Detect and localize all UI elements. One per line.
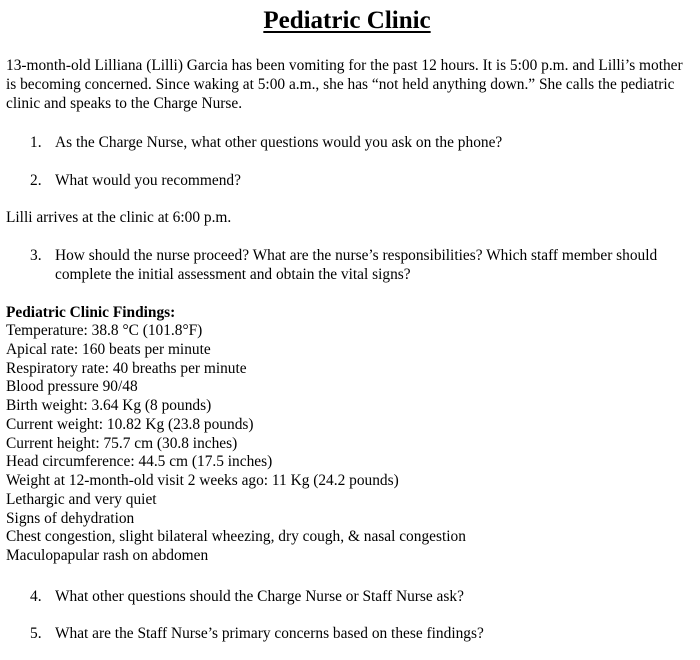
question-text: How should the nurse proceed? What are the nurse’s responsibilities? Which staff member should complete the initial assessment and obtain the vital signs? <box>55 247 658 283</box>
question-text: As the Charge Nurse, what other questions would you ask on the phone? <box>55 134 503 151</box>
finding-current-weight: Current weight: 10.82 Kg (23.8 pounds) <box>6 415 254 433</box>
finding-lethargy: Lethargic and very quiet <box>6 490 157 508</box>
question-1 <box>30 133 680 152</box>
findings-list <box>6 322 466 566</box>
document-title: Pediatric Clinic <box>263 7 431 34</box>
findings-heading: Pediatric Clinic Findings: <box>6 304 176 321</box>
arrival-text: Lilli arrives at the clinic at 6:00 p.m. <box>6 209 232 226</box>
question-text: What are the Staff Nurse’s primary concerns based on these findings? <box>55 625 484 642</box>
question-4 <box>30 587 680 606</box>
finding-apical-rate: Apical rate: 160 beats per minute <box>6 340 211 358</box>
question-number: 2. <box>30 172 42 189</box>
finding-respiratory-rate: Respiratory rate: 40 breaths per minute <box>6 359 247 377</box>
finding-birth-weight: Birth weight: 3.64 Kg (8 pounds) <box>6 397 212 414</box>
finding-respiratory-symptoms: Chest congestion, slight bilateral wheezing, dry cough, & nasal congestion <box>6 528 466 546</box>
finding-blood-pressure: Blood pressure 90/48 <box>6 378 138 396</box>
finding-current-height: Current height: 75.7 cm (30.8 inches) <box>6 434 238 452</box>
finding-temperature: Temperature: 38.8 °C (101.8°F) <box>6 322 203 339</box>
intro-paragraph: 13-month-old Lilliana (Lilli) Garcia has been vomiting for the past 12 hours. It is 5:00 p.m. and Lilli’s mother is becoming concerned. Since waking at 5:00 a.m., she has “not held anything down.” She calls the pediatric clinic and speaks to the Charge Nurse. <box>6 57 683 112</box>
question-2 <box>30 171 680 190</box>
finding-rash: Maculopapular rash on abdomen <box>6 547 209 564</box>
question-5 <box>30 624 680 643</box>
question-text: What would you recommend? <box>55 172 241 189</box>
finding-previous-weight: Weight at 12-month-old visit 2 weeks ago: 11 Kg (24.2 pounds) <box>6 472 399 489</box>
finding-head-circumference: Head circumference: 44.5 cm (17.5 inches) <box>6 453 273 471</box>
question-number: 3. <box>30 247 42 264</box>
question-3 <box>30 246 680 284</box>
question-text: What other questions should the Charge Nurse or Staff Nurse ask? <box>55 588 464 605</box>
finding-dehydration: Signs of dehydration <box>6 509 135 527</box>
question-number: 4. <box>30 588 42 605</box>
question-number: 5. <box>30 625 42 642</box>
question-number: 1. <box>30 134 42 151</box>
